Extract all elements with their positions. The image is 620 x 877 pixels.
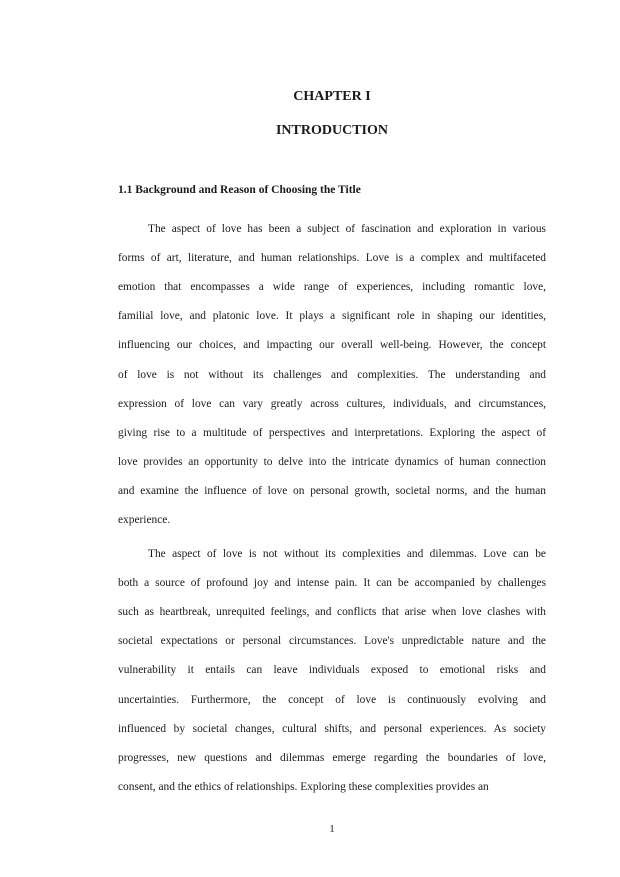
paragraph-line: influencing our choices, and impacting our overall well-being. However, the concept — [118, 339, 546, 351]
paragraph-line: both a source of profound joy and intense pain. It can be accompanied by challenges — [118, 577, 546, 589]
paragraph-line: expression of love can vary greatly across cultures, individuals, and circumstances, — [118, 398, 546, 410]
paragraph-line: The aspect of love has been a subject of fascination and exploration in various — [148, 223, 546, 235]
paragraph-line: progresses, new questions and dilemmas emerge regarding the boundaries of love, — [118, 752, 546, 764]
paragraph-line: influenced by societal changes, cultural shifts, and personal experiences. As society — [118, 723, 546, 735]
paragraph-line: The aspect of love is not without its complexities and dilemmas. Love can be — [148, 548, 546, 560]
paragraph-line: love provides an opportunity to delve into the intricate dynamics of human connection — [118, 456, 546, 468]
chapter-label: CHAPTER I — [293, 89, 371, 104]
paragraph-line: uncertainties. Furthermore, the concept of love is continuously evolving and — [118, 694, 546, 706]
paragraph-line: societal expectations or personal circumstances. Love's unpredictable nature and the — [118, 635, 546, 647]
paragraph-line: vulnerability it entails can leave individuals exposed to emotional risks and — [118, 664, 546, 676]
paragraph-line: forms of art, literature, and human relationships. Love is a complex and multifaceted — [118, 252, 546, 264]
paragraph-line: consent, and the ethics of relationships. Exploring these complexities provides an — [118, 781, 489, 793]
paragraph-line: familial love, and platonic love. It plays a significant role in shaping our identities, — [118, 310, 546, 322]
section-heading: 1.1 Background and Reason of Choosing the Title — [118, 184, 361, 196]
page-number: 1 — [329, 823, 335, 835]
chapter-title: INTRODUCTION — [275, 123, 388, 138]
paragraph-line: such as heartbreak, unrequited feelings, and conflicts that arise when love clashes with — [118, 606, 546, 618]
paragraph-line: giving rise to a multitude of perspectives and interpretations. Exploring the aspect of — [118, 427, 546, 439]
paragraph-line: and examine the influence of love on personal growth, societal norms, and the human — [118, 485, 546, 497]
paragraph-line: emotion that encompasses a wide range of experiences, including romantic love, — [118, 281, 546, 293]
paragraph-line: of love is not without its challenges and complexities. The understanding and — [118, 369, 546, 381]
paragraph-line: experience. — [118, 514, 171, 526]
